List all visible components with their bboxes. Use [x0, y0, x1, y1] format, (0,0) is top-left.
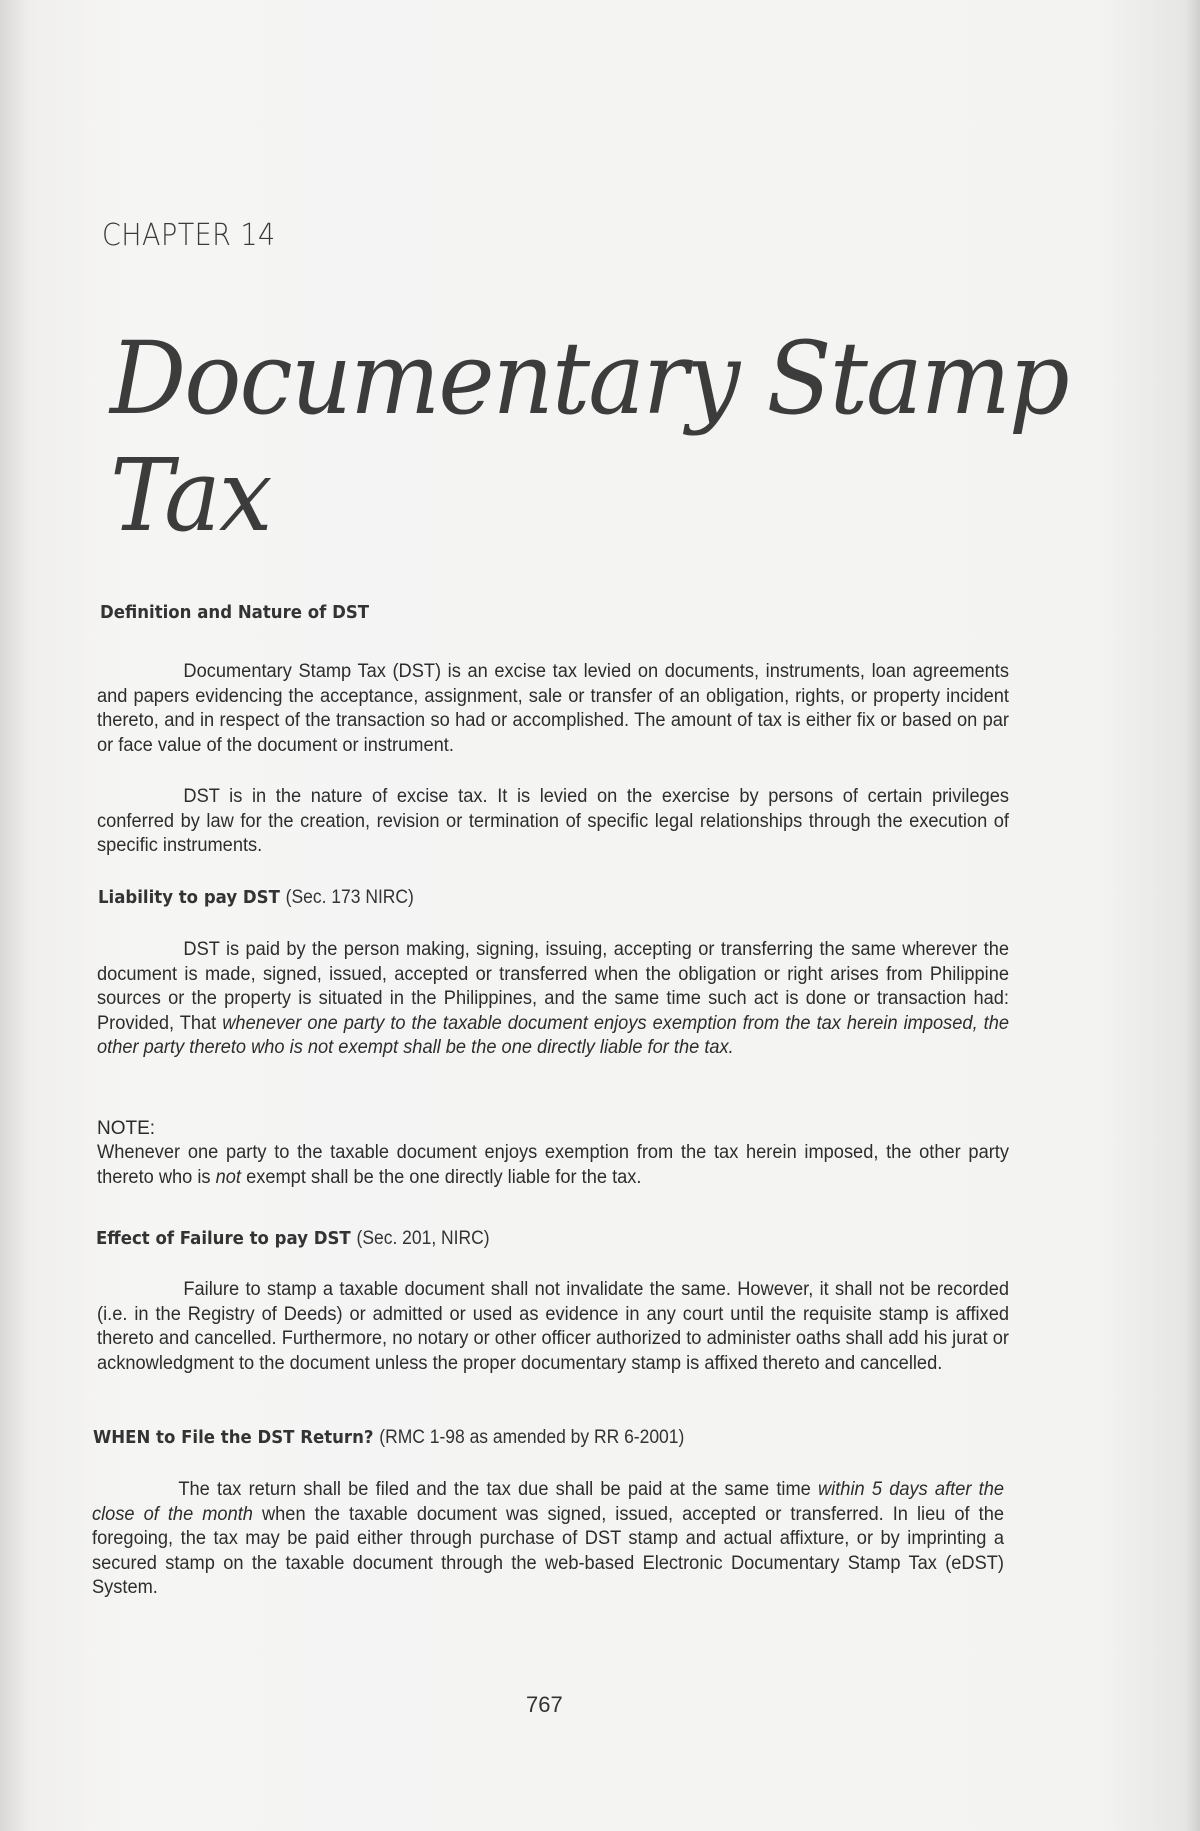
section-heading-definition [100, 602, 369, 623]
paragraph-text: Failure to stamp a taxable document shall not invalidate the same. However, it shall not be recorded (i.e. in the Registry of Deeds) or admitted or used as evidence in any court until the requisite stamp is affixed thereto and cancelled. Furthermore, no notary or other officer authorized to administer oaths shall add his jurat or acknowledgment to the document unless the proper documentary stamp is affixed thereto and cancelled. [97, 1279, 1009, 1374]
when-to-file-paragraph [92, 1478, 1004, 1601]
paragraph-text: DST is paid by the person making, signing, issuing, accepting or transferring the same wherever the document is made, signed, issued, accepted or transferred when the obligation or right arises from Philippine sources or the property is situated in the Philippines, and the same time such act is done or transaction had: Provided, That [97, 939, 1009, 1034]
effect-paragraph [97, 1278, 1009, 1376]
section-heading-effect-of-failure [96, 1228, 490, 1250]
heading-text: WHEN to File the DST Return? [93, 1427, 374, 1448]
paragraph-italic-text: whenever one party to the taxable document enjoys exemption from the tax herein imposed, the other party thereto who is not exempt shall be the one directly liable for the tax. [97, 1012, 1009, 1058]
paragraph-text: Documentary Stamp Tax (DST) is an excise tax levied on documents, instruments, loan agreements and papers evidencing the acceptance, assignment, sale or transfer of an obligation, rights, or property incident thereto, and in respect of the transaction so had or accomplished. The amount of tax is either fix or based on par or face value of the document or instrument. [97, 661, 1009, 756]
heading-reference: (Sec. 201, NIRC) [356, 1228, 490, 1249]
note-text-part: Whenever one party to the taxable document enjoys exemption from the tax herein imposed, the other party thereto who is [97, 1142, 1009, 1188]
heading-text: Effect of Failure to pay DST [96, 1228, 351, 1249]
note-text-part: exempt shall be the one directly liable for the tax. [241, 1166, 642, 1188]
paragraph-text: when the taxable document was signed, issued, accepted or transferred. In lieu of the foregoing, the tax may be paid either through purchase of DST stamp and actual affixture, or by imprinting a secured stamp on the taxable document through the web-based Electronic Documentary Stamp Tax (eDST) System. [92, 1503, 1004, 1598]
section-heading-liability [98, 887, 414, 909]
liability-paragraph [97, 938, 1009, 1061]
heading-text: Definition and Nature of DST [100, 602, 370, 623]
heading-reference: (RMC 1-98 as amended by RR 6-2001) [379, 1427, 685, 1448]
chapter-label: CHAPTER 14 [102, 218, 276, 253]
page-number: 767 [526, 1692, 563, 1717]
paragraph-text: The tax return shall be filed and the tax due shall be paid at the same time [178, 1479, 819, 1500]
chapter-title: Documentary Stamp Tax [110, 320, 1068, 554]
definition-paragraph-1 [97, 660, 1009, 758]
definition-paragraph-2 [97, 785, 1009, 859]
heading-text: Liability to pay DST [98, 887, 280, 908]
note-text [97, 1141, 1009, 1190]
paragraph-text: DST is in the nature of excise tax. It is levied on the exercise by persons of certain privileges conferred by law for the creation, revision or termination of specific legal relationships through the execution of specific instruments. [97, 786, 1009, 856]
section-heading-when-to-file [93, 1427, 684, 1449]
heading-reference: (Sec. 173 NIRC) [285, 887, 414, 908]
note-label: NOTE: [97, 1118, 156, 1139]
paragraph-italic-text: within 5 days after the close of the month [92, 1479, 1004, 1525]
note-italic-text: not [215, 1166, 241, 1188]
